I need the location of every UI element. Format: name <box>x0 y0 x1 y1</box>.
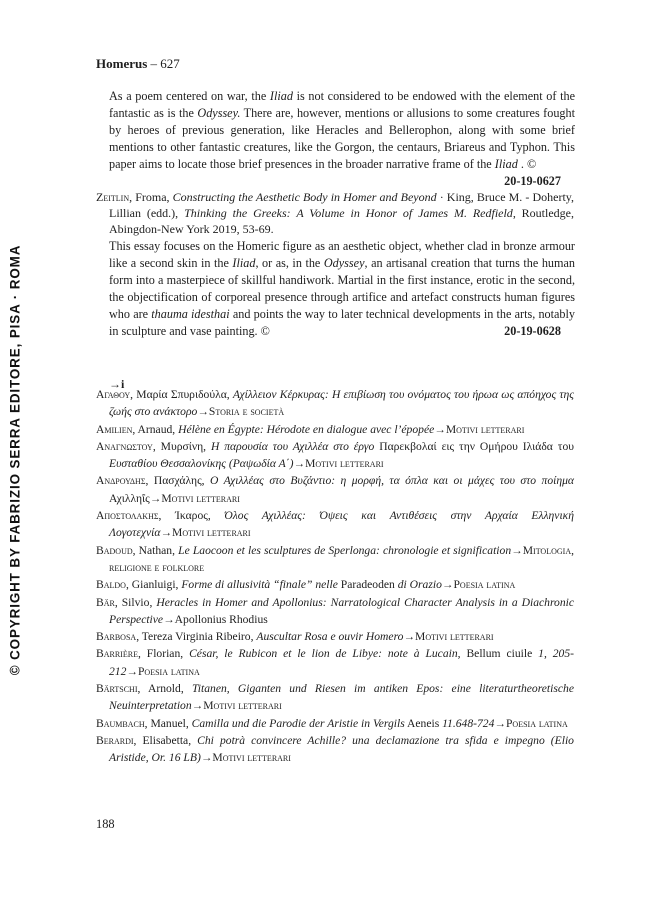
abstract-italic: Iliad <box>494 156 518 171</box>
entry-text: Aeneis <box>404 716 443 730</box>
entry-category: Motivi letterari <box>415 630 494 644</box>
entry-author-name: , Elisabetta, <box>133 733 198 747</box>
entry-author-surname: Barbosa <box>96 630 137 644</box>
index-entry <box>96 421 574 438</box>
copyright-sidebar <box>2 70 28 850</box>
entry-title-continued: 1, 205-212 <box>109 647 574 678</box>
index-entry <box>96 576 574 593</box>
entry-author-name: , Florian, <box>137 647 190 661</box>
entry-text: Bellum ciuile <box>460 647 539 661</box>
abstract-text: , an artisanal creation that turns the human form into a masterpiece of skillful handiwork. Martial in the first instance, erotic in the second, the objectification of corporeal presence through artifice and artefact constructs human figures who are <box>109 255 575 321</box>
abstract-text: As a poem centered on war, the <box>109 89 270 103</box>
entry-author-name: , Μαρία Σπυριδούλα, <box>130 388 233 401</box>
entry-book-title: Thinking the Greeks: A Volume in Honor of James M. Redfield <box>184 206 513 221</box>
abstract-text: This essay focuses on the Homeric figure as an aesthetic object, whether clad in bronze armour like a second skin in the <box>109 239 575 270</box>
entry-author-surname: Αναγνωστου <box>96 439 153 453</box>
index-entry <box>96 386 574 421</box>
entry-id: 20-19-0627 <box>504 173 561 188</box>
abstract-text: There are, however, mentions or allusions to some creatures fought by heroes of previous generation, like Heracles and Bellerophon, along with some brief mentions to other fantastic creatures, like the Gorgon, the centaurs, Briareus and Typhon. This paper aims to locate those brief presences in the broader narrative frame of the <box>109 105 575 171</box>
index-entry <box>96 472 574 507</box>
entry-author-surname: Berardi <box>96 733 134 747</box>
entry-author-name: , Froma, <box>129 190 173 204</box>
entry-author-surname: Bärtschi <box>96 682 138 696</box>
entry-title-continued: 11.648-724 <box>442 716 495 730</box>
entry-title: Hélène en Égypte: Hérodote en dialogue avec l’épopée <box>178 422 435 436</box>
abstract-italic: Iliad <box>269 89 293 103</box>
entry-author-name: , Πασχάλης, <box>145 474 210 488</box>
entry-arrow: → <box>200 751 213 765</box>
cross-reference-marker: →i <box>109 377 125 391</box>
entry-arrow: → <box>293 457 306 471</box>
entry-title: Le Laocoon et les sculptures de Sperlonga: chronologie et signification <box>178 543 512 557</box>
index-list <box>96 386 574 767</box>
abstract-text: is not considered to be endowed with the element of the fantastic as is the <box>109 89 575 120</box>
entry-author-surname: Badoud <box>96 543 133 557</box>
entry-title: Forme di allusività “finale” nelle <box>181 578 338 592</box>
abstract-text: and points the way to later technical developments in the arts, notably in sculpture and vase painting. © <box>109 306 576 338</box>
entry-category: Poesia latina <box>137 664 200 678</box>
index-entry <box>96 507 574 542</box>
entry-title-continued: Or. 16 LB) <box>151 751 201 765</box>
entry-text: → <box>191 699 204 713</box>
index-entry <box>96 715 574 732</box>
entry-category: Motivi letterari <box>445 422 525 436</box>
header-number: – 627 <box>147 56 180 71</box>
entry-author-surname: Barrière <box>96 647 138 661</box>
entry-title: Ο Αχιλλέας στο Βυζάντιο: η μορφή, τα όπλα και οι μάχες του στο ποίημα <box>210 474 574 488</box>
entry-title: Constructing the Aesthetic Body in Homer and Beyond <box>172 190 437 204</box>
abstract-italic: Odyssey. <box>197 105 241 120</box>
bibliography-entry <box>96 189 574 238</box>
running-header <box>96 56 180 72</box>
entry-title: Όλος Αχιλλέας: Όψεις και Αντιθέσεις στην Αρχαία Ελληνική Λογοτεχνία <box>109 509 574 540</box>
entry-text: → <box>160 526 173 540</box>
entry-title: Η παρουσία του Αχιλλέα στο έργο <box>210 439 375 453</box>
entry-arrow: → <box>126 664 138 678</box>
entry-text: → <box>511 543 523 557</box>
entry-title: Auscultar Rosa e ouvir Homero <box>256 630 404 644</box>
entry-title: Titanen, Giganten und Riesen im antiken Epos: eine literaturtheoretische Neuinterpretation <box>109 682 574 713</box>
entry-title: Heracles in Homer and Apollonius: Narratological Character Analysis in a Diachronic Perspective <box>109 595 574 626</box>
entry-id: 20-19-0628 <box>504 323 561 338</box>
entry-author-surname: Αγαθου <box>96 388 131 401</box>
index-entry <box>96 732 574 767</box>
entry-category: Poesia latina <box>505 716 568 730</box>
entry-category: Motivi letterari <box>212 751 291 765</box>
entry-author-name: , Ίκαρος, <box>158 509 225 523</box>
entry-category: Motivi letterari <box>305 457 384 471</box>
index-entry <box>96 645 574 680</box>
entry-author-surname: Baldo <box>96 578 126 592</box>
entry-title: César, le Rubicon et le lion de Libye: note à Lucain, <box>189 647 461 661</box>
abstract-text: . © <box>520 156 537 171</box>
abstract-italic: Odyssey <box>323 255 365 270</box>
entry-title: Αχίλλειον Κέρκυρας: Η επιβίωση του ονόματος του ήρωα ως απόηχος της ζωής στο ανάκτορο <box>109 388 575 419</box>
entry-author-surname: Ανδρουδης <box>96 474 146 488</box>
entry-category: Poesia latina <box>453 578 516 592</box>
entry-author-name: , Μυρσίνη, <box>152 439 211 453</box>
entry-arrow: → <box>494 716 506 730</box>
abstract-italic: thauma idesthai <box>151 306 230 321</box>
entry-text: → <box>434 422 446 436</box>
page-number: 188 <box>96 817 115 831</box>
abstract-2 <box>109 238 575 339</box>
entry-publication: , Routledge, Abingdon-New York 2019, 53-69. <box>109 206 575 237</box>
entry-author-name: , Silvio, <box>114 595 157 609</box>
entry-author-name: , Nathan, <box>132 543 179 557</box>
index-entry <box>96 594 574 629</box>
entry-category: Mitologia, religione e folklore <box>109 543 574 574</box>
entry-author-name: , Gianluigi, <box>125 578 182 592</box>
copyright-text: © COPYRIGHT BY FABRIZIO SERRA EDITORE, PISA · ROMA <box>7 244 23 676</box>
entry-text: Paradeoden <box>337 578 398 592</box>
entry-author-name: , Manuel, <box>144 716 192 730</box>
abstract-text: , or as, in the <box>255 255 324 270</box>
entry-author-name: , Arnaud, <box>132 422 179 436</box>
index-entry <box>96 438 574 473</box>
entry-category: Motivi letterari <box>203 699 282 713</box>
entry-text: → <box>197 405 209 419</box>
entry-category: Storia e società <box>208 405 285 419</box>
entry-category: Motivi letterari <box>161 491 240 505</box>
entry-text: Αχιλληΐς→ <box>109 491 162 505</box>
entry-arrow: → <box>441 578 454 592</box>
header-author: Homerus <box>96 56 148 71</box>
entry-editors: · King, Bruce M. - Doherty, Lillian (edd.), <box>109 190 574 221</box>
abstract-1 <box>109 88 575 189</box>
entry-author-surname: Baumbach <box>96 716 145 730</box>
entry-title: Chi potrà convincere Achille? una declamazione tra sfida e impegno (Elio Aristide, <box>109 733 574 765</box>
entry-author-surname: Zeitlin <box>96 190 130 204</box>
entry-title-continued: di Orazio <box>397 578 442 592</box>
entry-author-name: , Arnold, <box>137 682 192 696</box>
entry-author-surname: Amilien <box>96 422 133 436</box>
entry-text: → <box>403 630 416 644</box>
index-entry <box>96 542 574 577</box>
entry-author-surname: Αποστολακης <box>96 509 159 523</box>
index-entry <box>96 628 574 645</box>
index-entry <box>96 680 574 715</box>
abstract-italic: Iliad <box>232 255 256 270</box>
entry-title-continued: Ευσταθίου Θεσσαλονίκης (Ραψωδία Α΄) <box>109 457 294 471</box>
entry-text: →Apollonius Rhodius <box>163 612 268 626</box>
entry-author-surname: Bär <box>96 595 115 609</box>
entry-author-name: , Tereza Virginia Ribeiro, <box>136 630 257 644</box>
entry-title: Camilla und die Parodie der Aristie in Vergils <box>191 716 405 730</box>
entry-category: Motivi letterari <box>172 526 251 540</box>
entry-text: Παρεκβολαί εις την Ομήρου Ιλιάδα του <box>374 439 574 453</box>
